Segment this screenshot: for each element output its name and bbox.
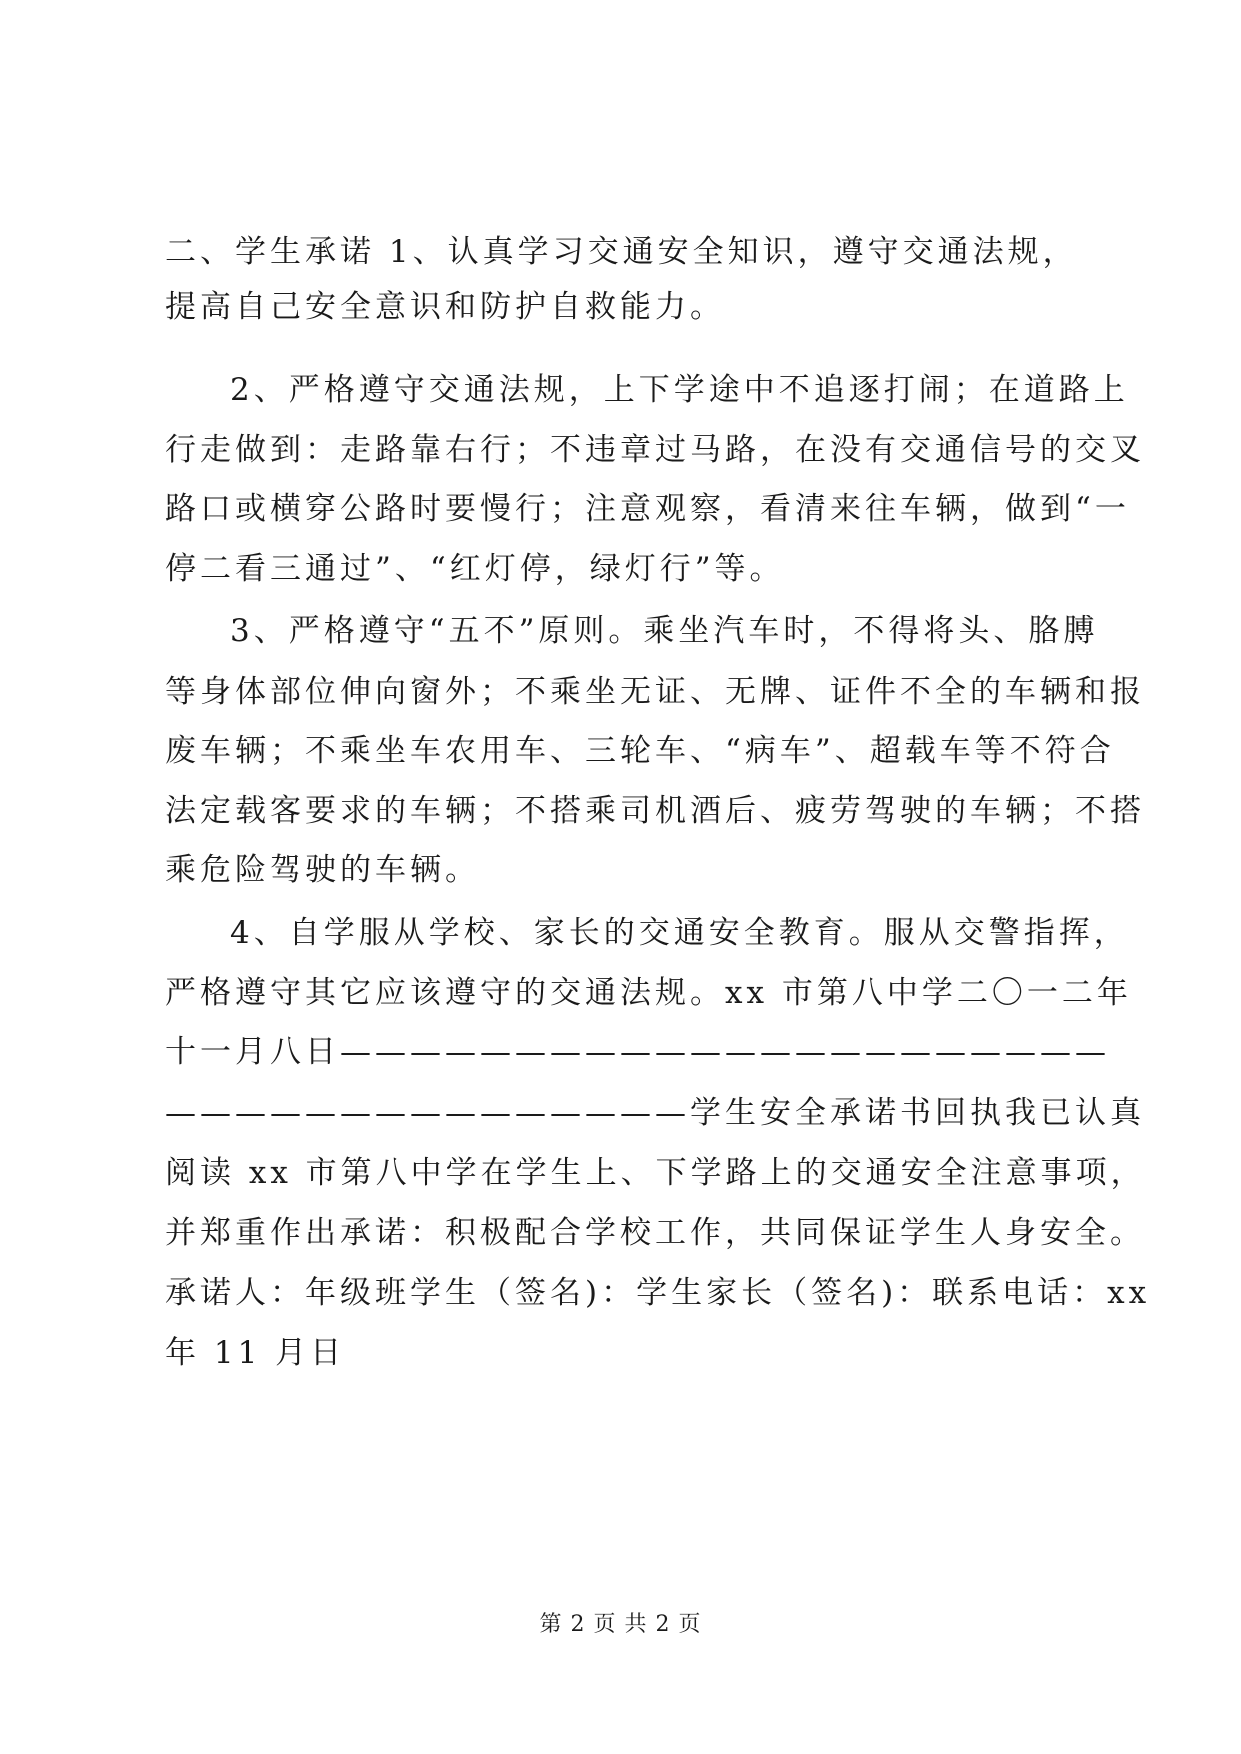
text-line-2: 提高自己安全意识和防护自救能力。 — [165, 289, 725, 325]
text-line-7: 3、严格遵守“五不”原则。乘坐汽车时，不得将头、胳膊 — [230, 613, 1099, 649]
text-line-8: 等身体部位伸向窗外；不乘坐无证、无牌、证件不全的车辆和报 — [165, 674, 1145, 710]
text-line-12: 4、自学服从学校、家长的交通安全教育。服从交警指挥， — [230, 915, 1129, 951]
text-line-16: 阅读 xx 市第八中学在学生上、下学路上的交通安全注意事项， — [165, 1155, 1146, 1191]
page-number-footer: 第 2 页 共 2 页 — [539, 1612, 702, 1637]
text-line-6: 停二看三通过”、“红灯停，绿灯行”等。 — [165, 551, 785, 587]
text-line-3: 2、严格遵守交通法规，上下学途中不追逐打闹；在道路上 — [230, 372, 1129, 408]
text-line-11: 乘危险驾驶的车辆。 — [165, 852, 480, 888]
text-line-19: 年 11 月日 — [165, 1335, 346, 1371]
text-line-9: 废车辆；不乘坐车农用车、三轮车、“病车”、超载车等不符合 — [165, 733, 1115, 769]
text-line-4: 行走做到：走路靠右行；不违章过马路，在没有交通信号的交叉 — [165, 432, 1145, 468]
text-line-10: 法定载客要求的车辆；不搭乘司机酒后、疲劳驾驶的车辆；不搭 — [165, 793, 1145, 829]
text-line-14: 十一月八日—————————————————————— — [165, 1034, 1110, 1070]
text-line-1: 二、学生承诺 1、认真学习交通安全知识，遵守交通法规， — [165, 234, 1078, 270]
text-line-18: 承诺人：年级班学生（签名)：学生家长（签名)：联系电话：xx — [165, 1275, 1151, 1311]
text-line-13: 严格遵守其它应该遵守的交通法规。xx 市第八中学二〇一二年 — [165, 975, 1132, 1011]
text-line-15: ———————————————学生安全承诺书回执我已认真 — [165, 1095, 1145, 1131]
text-line-5: 路口或横穿公路时要慢行；注意观察，看清来往车辆，做到“一 — [165, 491, 1130, 527]
text-line-17: 并郑重作出承诺：积极配合学校工作，共同保证学生人身安全。 — [165, 1215, 1145, 1251]
